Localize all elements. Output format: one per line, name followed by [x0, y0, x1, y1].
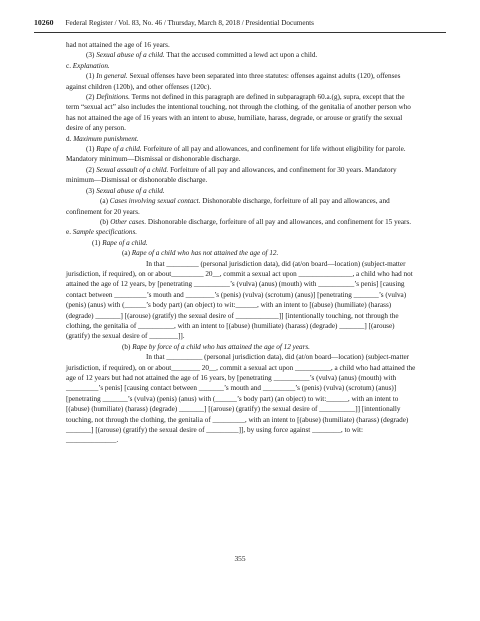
paragraph-heading: Sexual abuse of a child. — [96, 51, 165, 60]
paragraph: (1) In general. Sexual offenses have been separated into three statutes: offenses against adults (120), offenses against children (120b), and other offenses (120c). — [66, 72, 401, 91]
paragraph-heading: Sexual assault of a child. — [96, 165, 169, 174]
page-header — [34, 17, 446, 29]
section-heading: d. Maximum punishment. — [66, 134, 139, 143]
footer-page-number: 355 — [234, 554, 246, 563]
paragraph-heading: Rape of a child. — [102, 238, 148, 247]
paragraph: (a) Cases involving sexual contact. Dishonorable discharge, forfeiture of all pay and allowances, and confinement for 20 years. — [66, 197, 390, 216]
paragraph: (b) Rape by force of a child who has attained the age of 12 years. — [122, 342, 310, 351]
paragraph: (1) Rape of a child. Forfeiture of all pay and allowances, and confinement for life without eligibility for parole. Mandatory minimum—Dismissal or dishonorable discharge. — [66, 145, 406, 164]
section-heading: c. Explanation. — [66, 61, 110, 70]
paragraph-heading: Definitions. — [96, 93, 130, 102]
paragraph: (1) Rape of a child. — [92, 238, 148, 247]
paragraph: (2) Sexual assault of a child. Forfeiture of all pay and allowances, and confinement for 30 years. Mandatory minimum—Dismissal or dishonorable discharge. — [66, 165, 397, 185]
paragraph: (3) Sexual abuse of a child. — [86, 186, 165, 195]
paragraph-heading: Sexual abuse of a child. — [96, 186, 165, 195]
paragraph-heading: Rape of a child who has not attained the age of 12. — [131, 249, 279, 258]
paragraph: had not attained the age of 16 years. — [66, 41, 170, 49]
paragraph-heading: Rape by force of a child who has attained the age of 12 years. — [132, 342, 310, 351]
paragraph-heading: Cases involving sexual contact. — [109, 197, 201, 206]
paragraph-heading: In general. — [96, 72, 128, 81]
sample-specification: In that __________ (personal jurisdiction data), did (at/on board—location) (subject-matter jurisdiction, if required), on or about________ 20__, commit a sexual act upon __________, a child who had attained the age of 12 years but had not attained the age of 16 years, by [penetrating __________’s (vulva) (anus) (mouth) with _________’s penis] [causing contact between _______’s mouth and _________’s (penis) (vulva) (scrotum) (anus)] [penetrating _______’s (vulva) (penis) (anus) with (______’s body part) (an object) to wit:______, with an intent to [(abuse) (humiliate) (harass) (degrade) _______] [(arouse) (gratify) the sexual desire of __________]] [intentionally touching, not through the clothing, the genitalia of _________, with an intent to [(abuse) (humiliate) (harass) (degrade) _______] [(arouse) (gratify) the sexual desire of _________]], by using force against ________, to wit: ______________. — [66, 353, 416, 445]
paragraph: (2) Definitions. Terms not defined in this paragraph are defined in subparagraph 60.a.(g), supra, except that the term “sexual act” also includes the intentional touching, not through the clothing, of the genitalia of another person who has not attained the age of 16 years with an intent to abuse, humiliate, harass, degrade, or arouse or gratify the sexual desire of any person. — [66, 93, 411, 133]
section-heading: e. Sample specifications. — [66, 228, 138, 237]
paragraph-heading: Rape of a child. — [96, 145, 142, 154]
document-body — [66, 40, 416, 446]
paragraph: (b) Other cases. Dishonorable discharge, forfeiture of all pay and allowances, and confinement for 15 years. — [100, 217, 412, 226]
paragraph: (a) Rape of a child who has not attained the age of 12. — [122, 249, 279, 258]
paragraph: (3) Sexual abuse of a child. That the accused committed a lewd act upon a child. — [86, 51, 318, 60]
paragraph-heading: Other cases. — [110, 217, 147, 226]
header-page-number: 10260 — [34, 18, 54, 27]
header-citation: Federal Register / Vol. 83, No. 46 / Thursday, March 8, 2018 / Presidential Documents — [65, 19, 314, 27]
header-rule — [34, 32, 446, 33]
sample-specification: In that _________ (personal jurisdiction data), did (at/on board—location) (subject-matter jurisdiction, if required), on or about_________ 20__, commit a sexual act upon _______________, a child who had not attained the age of 12 years, by [penetrating __________’s (vulva) (anus) (mouth) with __________’s penis] [causing contact between _________’s mouth and ________’s (penis) (vulva) (scrotum) (anus)] [penetrating _______’s (vulva) (penis) (anus) with (______’s body part) (an object) to wit:______, with an intent to [(abuse) (humiliate) (harass) (degrade) _______] [(arouse) (gratify) the sexual desire of ____________]] [intentionally touching, not through the clothing, the genitalia of __________, with an intent to [(abuse) (humiliate) (harass) (degrade) _______] [(arouse) (gratify) the sexual desire of ________]]. — [66, 259, 413, 341]
